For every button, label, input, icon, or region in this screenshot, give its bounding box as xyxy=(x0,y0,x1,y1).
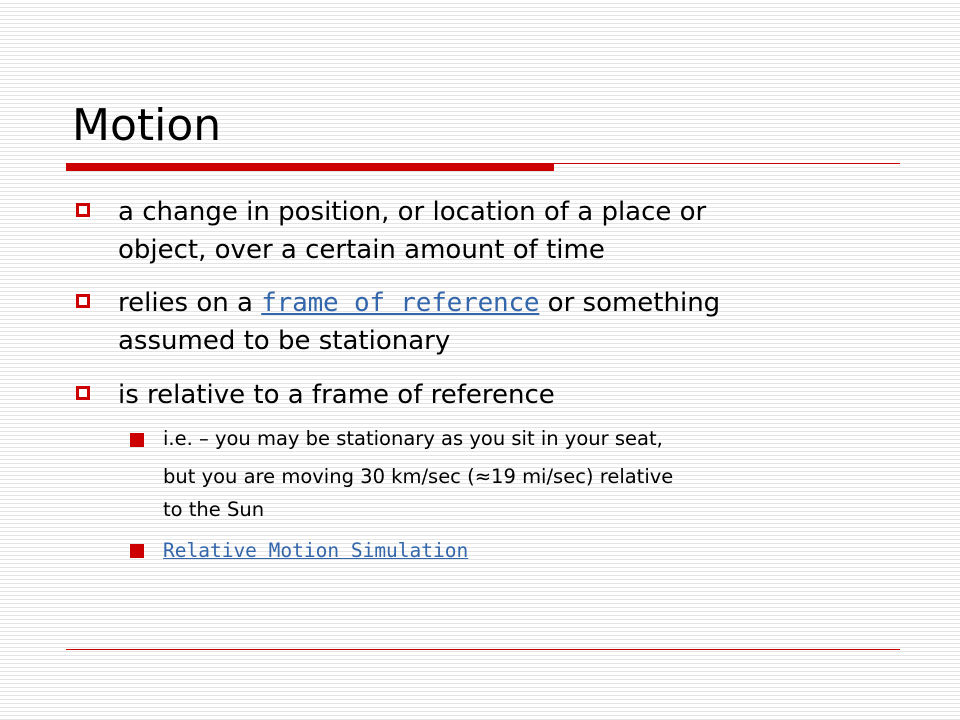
slide-title: Motion xyxy=(72,100,222,151)
bullet-1-line-2: object, over a certain amount of time xyxy=(118,235,605,265)
sub-bullet-1-line-2: but you are moving 30 km/sec (≈19 mi/sec) relative xyxy=(163,465,674,488)
filled-square-icon xyxy=(130,433,144,447)
filled-square-icon xyxy=(130,544,144,558)
footer-divider xyxy=(66,649,900,650)
bullet-1-line-1: a change in position, or location of a place or xyxy=(118,197,707,227)
bullet-3-line-1: is relative to a frame of reference xyxy=(118,380,555,410)
hollow-square-icon xyxy=(76,294,90,308)
bullet-2-line-1 xyxy=(118,284,848,322)
sub-bullet-1-line-3: to the Sun xyxy=(163,498,265,521)
title-underline-thick xyxy=(66,163,554,171)
bullet-2-text-after: or something xyxy=(539,288,721,318)
bullet-2-text-before: relies on a xyxy=(118,288,262,318)
sub-bullet-2 xyxy=(163,536,903,566)
hollow-square-icon xyxy=(76,203,90,217)
relative-motion-simulation-link[interactable]: Relative Motion Simulation xyxy=(163,539,469,562)
bullet-2-line-2: assumed to be stationary xyxy=(118,326,451,356)
hollow-square-icon xyxy=(76,386,90,400)
sub-bullet-1-line-1: i.e. – you may be stationary as you sit in your seat, xyxy=(163,427,663,450)
title-underline-thin xyxy=(554,163,900,164)
frame-of-reference-link[interactable]: frame of reference xyxy=(261,288,540,318)
